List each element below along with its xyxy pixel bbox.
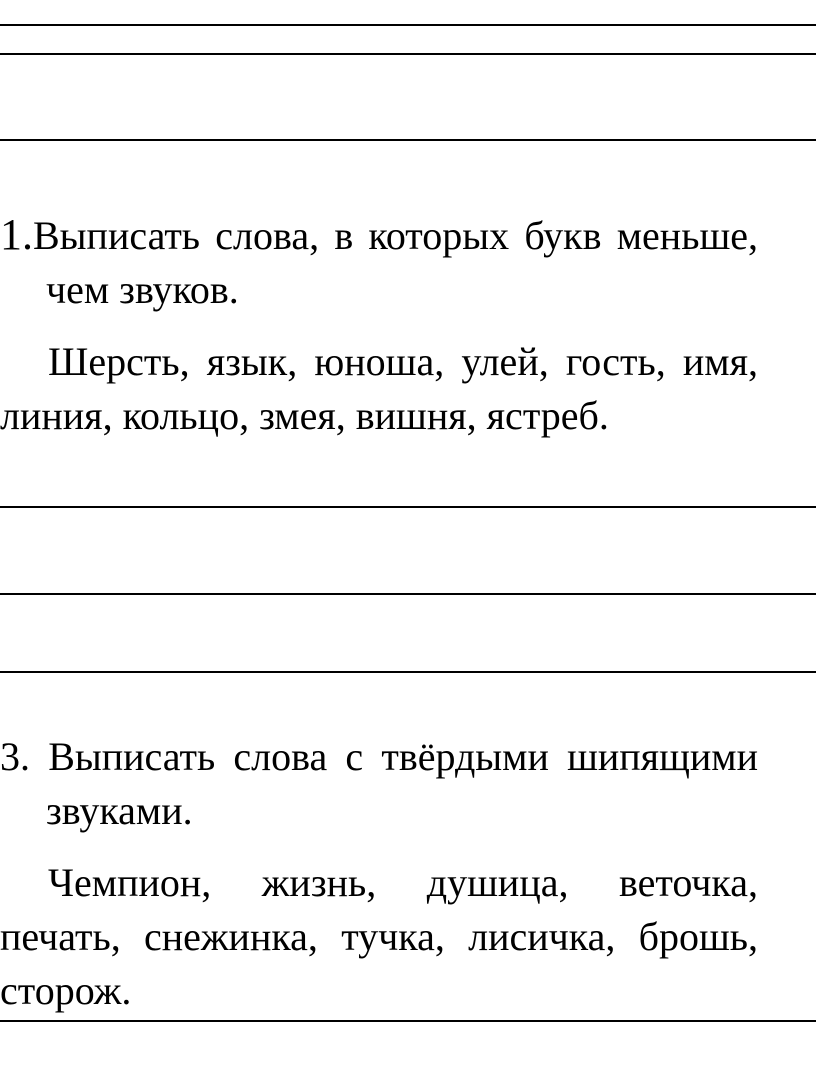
task-1-word-list: Шерсть, язык, юноша, улей, гость, имя, линия, кольцо, змея, вишня, ястреб. — [0, 339, 758, 438]
task-1-number: 1. — [0, 210, 33, 259]
answer-line — [0, 593, 816, 595]
answer-line — [0, 24, 816, 26]
task-3 — [0, 730, 758, 1018]
answer-line — [0, 139, 816, 141]
task-3-number: 3. — [0, 734, 30, 779]
answer-line — [0, 506, 816, 508]
task-1-title-text: Выписать слова, в которых букв меньше, чем звуков. — [33, 213, 758, 312]
task-3-title — [0, 730, 758, 838]
answer-line — [0, 53, 816, 55]
task-3-title-text: Выписать слова с твёрдыми шипящими звуками. — [46, 734, 759, 833]
task-3-word-list: Чемпион, жизнь, душица, веточка, печать, снежинка, тучка, лисичка, брошь, сторож. — [0, 860, 758, 1013]
task-1 — [0, 208, 758, 443]
task-1-title — [0, 208, 758, 317]
answer-line — [0, 1020, 816, 1022]
answer-line — [0, 671, 816, 673]
